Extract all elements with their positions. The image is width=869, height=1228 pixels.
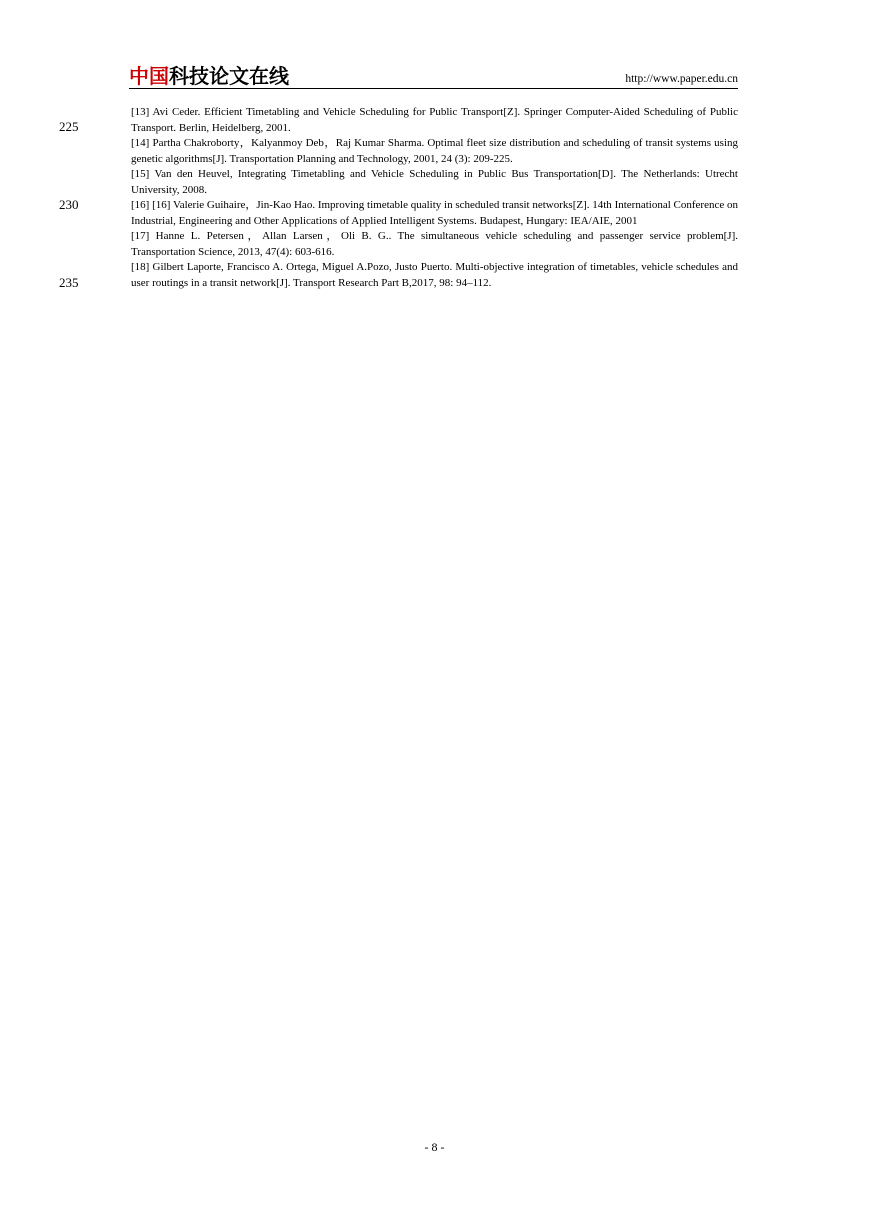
page-number: - 8 - [424,1140,445,1154]
line-number: 230 [59,197,79,212]
site-url[interactable]: http://www.paper.edu.cn [625,73,738,85]
reference-item: [14] Partha Chakroborty，Kalyanmoy Deb，Raj Kumar Sharma. Optimal fleet size distribution and scheduling of transit systems using genetic algorithms[J]. Transportation Planning and Technology, 2001, 24 (3): 209-225. [131,137,738,165]
reference-item: [13] Avi Ceder. Efficient Timetabling and Vehicle Scheduling for Public Transport[Z]. Springer Computer-Aided Scheduling of Public Transport. Berlin, Heidelberg, 2001. [131,106,738,134]
line-number: 235 [59,275,79,290]
line-number: 225 [59,119,79,134]
reference-item: [18] Gilbert Laporte, Francisco A. Ortega, Miguel A.Pozo, Justo Puerto. Multi-objective integration of timetables, vehicle schedules and user routings in a transit network[J]. Transport Research Part B,2017, 98: 94–112. [131,261,738,289]
logo-black-text: 科技论文在线 [169,64,289,88]
reference-list [131,105,738,291]
reference-item: [16] [16] Valerie Guihaire，Jin-Kao Hao. Improving timetable quality in scheduled transit networks[Z]. 14th International Conference on Industrial, Engineering and Other Applications of Applied Intelligent Systems. Budapest, Hungary: IEA/AIE, 2001 [131,199,738,227]
reference-item: [15] Van den Heuvel, Integrating Timetabling and Vehicle Scheduling in Public Bus Transportation[D]. The Netherlands: Utrecht University, 2008. [131,168,738,196]
logo-red-text: 中国 [129,64,169,88]
reference-item: [17] Hanne L. Petersen，Allan Larsen，Oli B. G.. The simultaneous vehicle scheduling and passenger service problem[J]. Transportation Science, 2013, 47(4): 603-616. [131,230,738,258]
page-header [129,64,738,89]
site-logo [129,64,289,88]
